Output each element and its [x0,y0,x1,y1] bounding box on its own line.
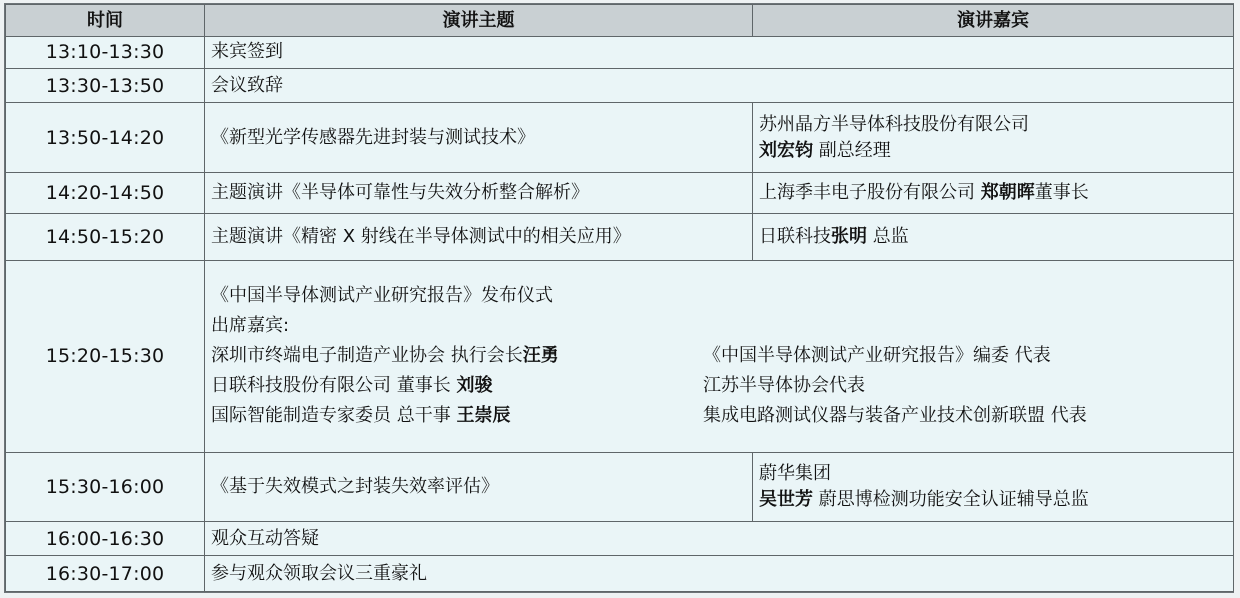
table-row [6,452,1234,522]
attendees-left [211,341,703,431]
guest-title: 副总经理 [813,139,891,161]
guest-cell [753,172,1234,213]
attendee-role: 日联科技股份有限公司 董事长 [211,375,457,397]
guest-person [759,138,1227,164]
attendee-name: 汪勇 [522,345,559,367]
attendee-name: 刘骏 [456,375,493,397]
topic-cell: 主题演讲《精密 X 射线在半导体测试中的相关应用》 [205,213,753,260]
ceremony-title: 《中国半导体测试产业研究报告》发布仪式 [211,285,553,307]
topic-cell: 会议致辞 [205,68,1234,103]
time-cell: 13:10-13:30 [6,37,205,69]
header-time: 时间 [6,5,205,37]
time-cell: 16:30-17:00 [6,556,205,592]
table-row [6,103,1234,173]
table-row [6,556,1234,592]
topic-cell: 来宾签到 [205,37,1234,69]
topic-cell: 观众互动答疑 [205,522,1234,556]
guest-name: 吴世芳 [759,489,813,511]
guest-cell [753,103,1234,173]
agenda-frame [4,3,1234,593]
attendee-role: 深圳市终端电子制造产业协会 执行会长 [211,345,523,367]
agenda-table [5,4,1234,592]
guest-org: 苏州晶方半导体科技股份有限公司 [759,113,1029,135]
guest-cell [753,452,1234,522]
table-row [6,260,1234,452]
time-cell: 16:00-16:30 [6,522,205,556]
guest-title: 蔚思博检测功能安全认证辅导总监 [813,489,1089,511]
attendee-role: 国际智能制造专家委员 总干事 [211,405,457,427]
guest-org: 日联科技 [759,225,831,247]
guest-person [759,487,1227,513]
attendee: 《中国半导体测试产业研究报告》编委 代表 [703,345,1051,367]
attendee [211,371,703,401]
header-row [6,5,1234,37]
topic-cell: 主题演讲《半导体可靠性与失效分析整合解析》 [205,172,753,213]
guest-title: 总监 [867,225,909,247]
header-guest: 演讲嘉宾 [753,5,1234,37]
attendee: 江苏半导体协会代表 [703,375,865,397]
guest-name: 郑朝晖 [980,181,1035,203]
attendee [211,341,703,371]
time-cell: 15:30-16:00 [6,452,205,522]
table-row [6,172,1234,213]
guest-org: 蔚华集团 [759,463,831,485]
guest-name: 刘宏钧 [759,139,813,161]
guest-cell [753,213,1234,260]
time-cell: 15:20-15:30 [6,260,205,452]
table-row [6,37,1234,69]
topic-cell: 《新型光学传感器先进封装与测试技术》 [205,103,753,173]
guest-org: 上海季丰电子股份有限公司 [759,181,981,203]
guest-title: 董事长 [1034,181,1089,203]
attendee [211,401,703,431]
table-row [6,68,1234,103]
attendees-label: 出席嘉宾: [211,315,290,337]
attendees-grid [211,341,1227,431]
topic-cell: 参与观众领取会议三重豪礼 [205,556,1234,592]
table-row [6,213,1234,260]
attendee: 集成电路测试仪器与装备产业技术创新联盟 代表 [703,405,1087,427]
time-cell: 13:30-13:50 [6,68,205,103]
time-cell: 13:50-14:20 [6,103,205,173]
topic-cell: 《基于失效模式之封装失效率评估》 [205,452,753,522]
guest-name: 张明 [831,225,867,247]
release-ceremony-cell [205,260,1234,452]
time-cell: 14:50-15:20 [6,213,205,260]
time-cell: 14:20-14:50 [6,172,205,213]
table-row [6,522,1234,556]
attendee-name: 王崇辰 [456,405,511,427]
header-topic: 演讲主题 [205,5,753,37]
attendees-right [703,341,1227,431]
